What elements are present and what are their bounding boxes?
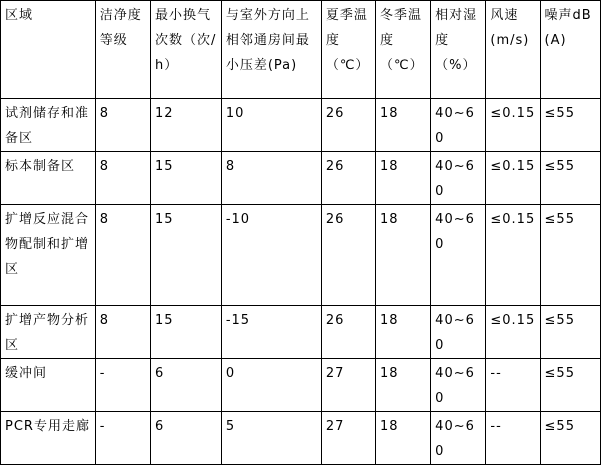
header-cell-pressure-diff: 与室外方向上相邻通房间最小压差(Pa)	[221, 1, 321, 99]
table-cell: -	[95, 359, 150, 412]
table-cell: 26	[321, 205, 375, 306]
table-cell: 18	[375, 306, 430, 359]
table-cell: 6	[150, 412, 221, 465]
table-row	[1, 359, 601, 412]
table-cell: 8	[95, 99, 150, 152]
table-cell: 8	[95, 306, 150, 359]
table-cell: 40~60	[431, 99, 486, 152]
table-row	[1, 152, 601, 205]
table-cell: -10	[221, 205, 321, 306]
table-cell: 8	[95, 205, 150, 306]
table-cell: -	[95, 412, 150, 465]
table-cell: 18	[375, 205, 430, 306]
table-cell-area: 缓冲间	[1, 359, 96, 412]
header-cell-air-changes: 最小换气次数（次/h）	[150, 1, 221, 99]
table-cell: 27	[321, 359, 375, 412]
table-cell: 8	[221, 152, 321, 205]
header-cell-air-speed: 风速(m/s)	[486, 1, 540, 99]
table-cell: 26	[321, 99, 375, 152]
table-cell: 40~60	[431, 412, 486, 465]
table-header-row	[1, 1, 601, 99]
table-cell: ≤0.15	[486, 99, 540, 152]
table-cell: ≤55	[540, 412, 600, 465]
table-cell: 26	[321, 306, 375, 359]
table-cell: ≤55	[540, 99, 600, 152]
table-cell: 8	[95, 152, 150, 205]
table-cell: --	[486, 412, 540, 465]
table-cell: 18	[375, 152, 430, 205]
table-cell: 5	[221, 412, 321, 465]
table-cell: 15	[150, 152, 221, 205]
table-cell: 6	[150, 359, 221, 412]
table-cell: ≤0.15	[486, 306, 540, 359]
table-row	[1, 412, 601, 465]
table-cell: 0	[221, 359, 321, 412]
table-cell-area: 扩增反应混合物配制和扩增区	[1, 205, 96, 306]
header-cell-noise: 噪声dB(A)	[540, 1, 600, 99]
table-cell: --	[486, 359, 540, 412]
table-cell-area: PCR专用走廊	[1, 412, 96, 465]
table-cell: 40~60	[431, 359, 486, 412]
table-cell: -15	[221, 306, 321, 359]
table-cell: ≤55	[540, 306, 600, 359]
table-cell-area: 扩增产物分析区	[1, 306, 96, 359]
table-cell: 18	[375, 412, 430, 465]
table-cell: 40~60	[431, 306, 486, 359]
table-row	[1, 306, 601, 359]
table-cell: ≤0.15	[486, 152, 540, 205]
table-cell: 15	[150, 205, 221, 306]
table-cell-area: 标本制备区	[1, 152, 96, 205]
table-cell: 15	[150, 306, 221, 359]
table-cell: 26	[321, 152, 375, 205]
header-cell-area: 区域	[1, 1, 96, 99]
table-cell: ≤55	[540, 152, 600, 205]
table-cell: ≤55	[540, 359, 600, 412]
table-cell: 18	[375, 359, 430, 412]
table-cell: 10	[221, 99, 321, 152]
header-cell-cleanliness: 洁净度等级	[95, 1, 150, 99]
header-cell-winter-temp: 冬季温度（℃）	[375, 1, 430, 99]
table-cell: 12	[150, 99, 221, 152]
table-cell: 40~60	[431, 152, 486, 205]
table-row	[1, 205, 601, 306]
header-cell-humidity: 相对湿度（%）	[431, 1, 486, 99]
table-cell: ≤0.15	[486, 205, 540, 306]
table-cell-area: 试剂储存和准备区	[1, 99, 96, 152]
header-cell-summer-temp: 夏季温度（℃）	[321, 1, 375, 99]
table-cell: 40~60	[431, 205, 486, 306]
table-cell: 27	[321, 412, 375, 465]
table-cell: ≤55	[540, 205, 600, 306]
table-cell: 18	[375, 99, 430, 152]
table-row	[1, 99, 601, 152]
